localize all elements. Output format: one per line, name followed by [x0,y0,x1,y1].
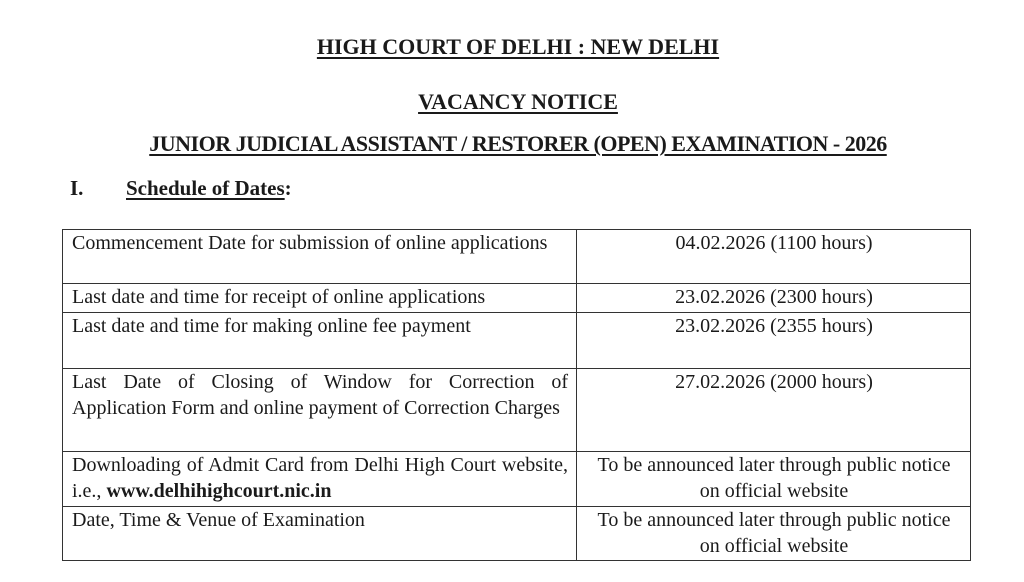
event-cell: Last date and time for making online fee payment [63,313,577,369]
event-cell: Last Date of Closing of Window for Correction of Application Form and online payment of Correction Charges [63,369,577,452]
section-colon: : [284,176,292,200]
table-row [63,507,971,561]
table-row [63,452,971,507]
section-heading: Schedule of Dates [126,176,285,200]
event-text: Downloading of Admit Card from Delhi High Court website, i.e., [72,454,568,502]
event-cell: Last date and time for receipt of online applications [63,284,577,313]
table-row [63,284,971,313]
website-link[interactable]: www.delhihighcourt.nic.in [106,480,332,502]
date-cell: 27.02.2026 (2000 hours) [577,369,971,452]
event-cell: Date, Time & Venue of Examination [63,507,577,561]
table-row [63,313,971,369]
date-cell: 23.02.2026 (2300 hours) [577,284,971,313]
exam-title: JUNIOR JUDICIAL ASSISTANT / RESTORER (OPEN) EXAMINATION - 2026 [149,131,887,156]
schedule-table [62,229,971,561]
date-cell: To be announced later through public notice on official website [577,452,971,507]
table-row [63,369,971,452]
notice-title: VACANCY NOTICE [418,89,618,114]
event-cell: Commencement Date for submission of online applications [63,230,577,284]
court-title: HIGH COURT OF DELHI : NEW DELHI [316,34,720,59]
table-row [63,230,971,284]
date-cell: 23.02.2026 (2355 hours) [577,313,971,369]
date-cell: To be announced later through public notice on official website [577,507,971,561]
date-cell: 04.02.2026 (1100 hours) [577,230,971,284]
section-header [70,176,292,201]
event-cell [63,452,577,507]
section-number: I. [70,176,84,200]
